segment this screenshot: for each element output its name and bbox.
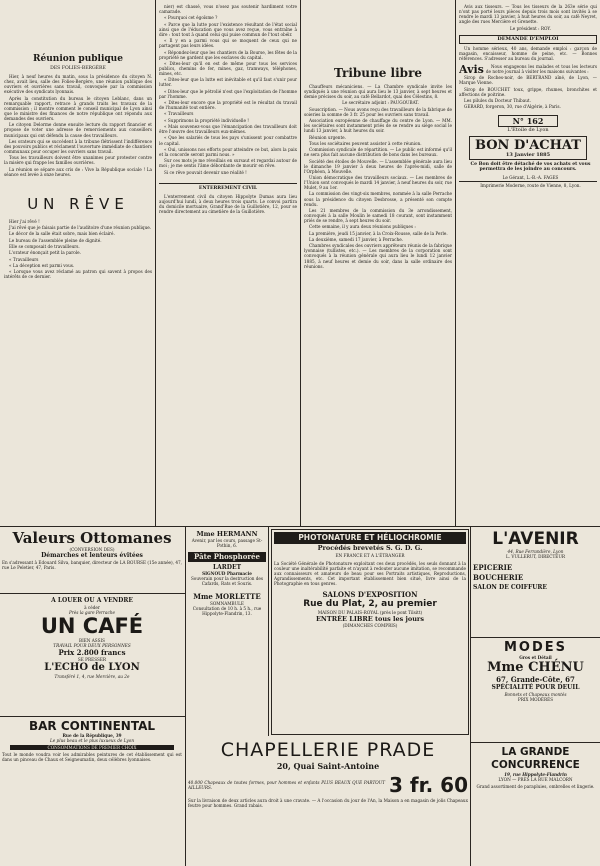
paragraph: « Dites-leur que le pétrolié n'est que l'exploitation de l'homme par l'homme. (159, 88, 297, 99)
ad-line: SALONS D'EXPOSITION (322, 590, 418, 599)
imprint: Imprimerie Moderne, route de Vienne, 8, Lyon. (459, 181, 597, 188)
paragraph: Tous les sociétaires peuvent assister à cette réunion. (309, 140, 422, 146)
paragraph: Un homme sérieux, 40 ans, demande emploi : garçon de magasin, encaisseur, homme de peine, etc. — Bonnes références. S'adresser au bureau du journal. (459, 45, 597, 61)
paragraph: La première, jeudi 15 janvier, à la Croix-Rousse, salle de la Perle. (309, 230, 448, 236)
ad-concurrence (473, 746, 598, 864)
paragraph: Hier, à neuf heures du matin, sous la présidence du citoyen N. chez, avait lieu, salle des Folies-Bergère, une réunion publique des ouvriers et ouvrières sans travail, convoquée par la commission exécutive des syndicats lyonnais. (4, 74, 152, 95)
ad-price: Prix 2.800 francs (58, 648, 126, 657)
ad-line: SIGNOUD Pharmacie (202, 571, 252, 576)
column-rule (455, 0, 456, 526)
paragraph: L'enterrement civil du citoyen Hippolyte Dumas aura lieu aujourd'hui lundi, à deux heures trois quarts. Le convoi partira du domicile mortuaire, Grand'Rue de la Guillotière, 12, pour se rendre directement au cimetière de la Guillotière. (159, 193, 297, 214)
ad-line: TRAVAIL POUR DEUX PERSONNES (53, 643, 131, 648)
paragraph: Réunion urgente. (309, 134, 346, 140)
column-2 (159, 4, 297, 524)
ad-line: Rue du Plat, 2, au premier (303, 599, 437, 609)
paragraph: Hier j'ai rêvé ! (9, 218, 40, 224)
paragraph: « Dites-leur qu'il en est de même pour tous les services publics, chemins de fer, mines, gaz, tramways, téléphones, mines, etc. (159, 60, 297, 77)
label: L'Etoile de Lyon (507, 127, 549, 134)
column-title: Tribune libre (333, 66, 423, 80)
paragraph: « Dites-leur que la lutte est inévitable et qu'il faut s'unir pour lutter. (159, 77, 297, 88)
column-rule (470, 526, 471, 866)
coupon-note: Ce Bon doit être détaché de vos achats et vous permettra de les joindre au concours. (470, 161, 591, 172)
column-3 (304, 4, 452, 524)
paragraph: « Mais souvenez-vous que l'émancipation des travailleurs doit être l'œuvre des travailleurs eux-mêmes. (159, 124, 297, 135)
section-rule (470, 742, 600, 743)
paragraph: « Oui, unissons nos efforts pour atteindre ce but, alors la paix et la concorde seront parmi nous. » (159, 146, 297, 157)
section-rule (0, 716, 185, 717)
ad-line: EPICERIE (473, 563, 513, 572)
ad-text: 40.000 Chapeaux de toutes formes, pour hommes et enfants PLUS BEAUX QUE PARTOUT AILLEURS. (188, 780, 386, 790)
ad-title: MODES (503, 640, 568, 655)
paragraph: « Dites-leur encore que la propriété est le résultat du travail de l'humanité tout entière. (159, 100, 297, 111)
ad-title: Valeurs Ottomanes (12, 530, 172, 547)
paragraph: « La déception est parmi vous. (9, 262, 75, 268)
number-box: N° 162 (498, 115, 558, 127)
ad-line: CONSOMMATIONS DE PREMIER CHOIX (10, 745, 174, 750)
list-item: Les pilules du Docteur Thibaut. (464, 98, 531, 104)
list-item: Sirop de BOUCHET toux, grippe, rhumes, bronchites et affections de poitrine. (459, 86, 597, 97)
paragraph: « Que les salariés de tous les pays s'unissent pour combattre le capital. (159, 135, 297, 146)
ad-line: 67, Grande-Côte, 67 (496, 675, 575, 684)
signature: Le secrétaire adjoint : PAUGOUBAT. (342, 100, 419, 106)
ad-title: L'AVENIR (492, 530, 579, 549)
ad-line: Près la gare Perrache (68, 610, 116, 615)
paragraph: Chauffeurs mécaniciens. — La Chambre syndicale invite les syndiqués à une réunion qui aura lieu le 13 janvier, à sept heures et demie précises du soir, au café Bellardot, quai des Célestins, 8. (304, 84, 452, 100)
paragraph: Le bureau de l'assemblée pleine de dignité. (9, 237, 102, 243)
paragraph: nier) est chassé, vous n'osez pas soutenir hardiment votre camarade. (159, 4, 297, 15)
paragraph: « Lorsque vous avez réclamé au patron qui savent à propos des intérêts de ce dernier. (4, 269, 152, 280)
paragraph: Cette semaine, il y aura deux réunions publiques : (309, 224, 416, 230)
ad-title: CHAPELLERIE PRADE (220, 739, 436, 761)
section-rule (470, 637, 600, 638)
ad-bar (2, 719, 182, 864)
ad-line: BOUCHERIE (473, 573, 524, 582)
ad-small-column (188, 530, 266, 730)
paragraph: Sur ces mots je me réveillais en sursaut et regardai autour de moi ; je me sentis l'âme débordante de mourir en rêve. (159, 158, 297, 169)
column-rule (268, 526, 269, 736)
ad-line: L'ECHO de LYON (44, 662, 140, 673)
paragraph: Le décor de la salle était sobre, mais bien éclairé. (9, 231, 115, 237)
ad-line: à céder (84, 605, 100, 610)
ad-line: 19, rue Hippolyte-Flandrin (504, 772, 567, 777)
ad-text: Avenir, par les cours, passage St-Pothin, 6. (191, 538, 263, 548)
paragraph: La commission des vingt-six membres, nommée à la salle Perrache sous la présidence du citoyen Desbrosse, a présenté son compte rendu. (304, 191, 452, 207)
gerant: Le Gérant, L.-B.-A. FAGES (502, 174, 559, 180)
ad-valeurs (2, 530, 182, 590)
list-item: GERARD, forgeron, 30, rue d'Algérie, à Paris. (464, 104, 561, 110)
ad-line: EN FRANCE ET A L'ÉTRANGER (335, 553, 405, 558)
ad-line: ENTRÉE LIBRE tous les jours (315, 615, 425, 623)
column-subtitle: DES FOLIES-BERGÈRE (50, 66, 106, 71)
ad-photonature (271, 529, 469, 735)
ad-title: BAR CONTINENTAL (28, 719, 156, 733)
paragraph: « Répondez-leur que les chantiers de la Bourse, les fêtes de la propriété ne gardent que les esclaves du capital. (159, 49, 297, 60)
paragraph: « Il y en a parmi vous qui se moquent de ceux qui ne partagent pas leurs idées. (159, 38, 297, 49)
ad-avenir (473, 530, 598, 635)
ad-title: Mme MORLETTE (193, 592, 261, 601)
paragraph: Tous les travailleurs doivent être unanimes pour protester contre la misère qui frappe les familles ouvrières. (4, 155, 152, 166)
ad-line: Bonnets et Chapeaux montés (504, 692, 567, 697)
ad-cafe (2, 597, 182, 713)
list-item: Sirop de Roches-noir, de BERTRAND aîné, de Lyon, — Marque Vienne. (459, 75, 597, 86)
paragraph: Après la constitution du bureau le citoyen Leblanc, dans un remarquable rapport, retrace à grands traits les travaux de la commission ; il montre comment le conseil municipal de Lyon ainsi que le ministre des finances de notre république ont répondu aux demandes des ouvriers. (4, 95, 152, 122)
paragraph: « Travailleurs (164, 111, 194, 117)
ad-text: Grand assortiment de parapluies, ombrelles et lingerie. (476, 784, 595, 789)
signature: Le président : ROY. (510, 25, 551, 31)
paragraph: Souscription. — Nous avons reçu des travailleurs de la fabrique de soieries la somme de 3 fr. 25 pour les ouvriers sans travail. (304, 106, 452, 117)
paragraph: Avis aux tisseurs. — Tous les tisseurs de la 263e série qui n'ont pas porté leurs pièces depuis trois mois sont invités à se rendre le mardi 13 janvier, à huit heures du soir, au café Neyret, angle des rues Mercière et Grenette. (459, 4, 597, 25)
paragraph: Si ce rêve pouvait devenir une réalité ! (164, 169, 247, 175)
ad-line: PRIX MODÉRÉS (517, 697, 554, 702)
coupon-date: 13 Janvier 1885 (505, 151, 551, 158)
column-title: Réunion publique (33, 54, 123, 64)
section-title: DEMANDE D'EMPLOI (459, 35, 597, 44)
paragraph: « Travailleurs (9, 256, 39, 262)
ad-title: PHOTONATURE ET HÉLIOCHROMIE (274, 532, 466, 544)
column-1 (4, 4, 152, 524)
ad-line: L. VULLERUT, DIRECTEUR (505, 554, 566, 559)
ad-modes (473, 640, 598, 740)
ad-line: Rue de la République, 39 (62, 733, 122, 738)
ad-text: Souverain pour la destruction des Cafards, Rats et Souris. (190, 576, 264, 586)
ad-title: Mme HERMANN (196, 530, 258, 538)
ad-title: Pâte Phosphorée (188, 552, 266, 562)
ad-subtitle: (CONVERSION DES) (69, 547, 115, 552)
section-title: Avis (459, 62, 484, 76)
ad-title: Mme CHÉNU (487, 660, 584, 675)
ad-line: SE PRESSER (77, 657, 107, 662)
ad-line: LYON — PRÈS LA RUE MALCORN (498, 777, 573, 782)
paragraph: L'orateur énonçait petit la parole. (9, 250, 81, 256)
paragraph: La deuxième, samedi 17 janvier, à Perrache. (309, 236, 404, 242)
ad-line: Procédés brevetés S. G. D. G. (317, 544, 423, 552)
coupon-title: BON D'ACHAT (475, 137, 581, 153)
paragraph: J'ai rêvé que je faisais partie de l'auditoire d'une réunion publique. (9, 225, 152, 231)
paragraph: Les 21 membres de la commission du 3e arrondissement, convoqués à la salle Moulin le samedi 18 courant, sont instamment priés de se rendre, à sept heures du soir. (304, 207, 452, 224)
ad-line: 44, Rue Ferrandière, Lyon (507, 549, 564, 554)
article-title: ENTERREMENT CIVIL (159, 183, 297, 191)
column-4 (459, 4, 597, 524)
paragraph: Les orateurs qui se succèdent à la tribune flétrissent l'indifférence des pouvoirs publics et réclament l'ouverture immédiate de chantiers communaux pour occuper les ouvriers sans travail. (4, 138, 152, 154)
article-title: UN RÊVE (27, 194, 129, 213)
paragraph: Commission syndicale de répartition. — Le public est informé qu'il ne sera plus fait aucune distribution de bons dans les bureaux. (304, 147, 452, 158)
ad-line: Transféré 1, 4, rue Mercière, au 2e (54, 674, 130, 679)
ad-line: SPÉCIALITÉ POUR DEUIL (491, 684, 580, 691)
paragraph: La réunion se sépare aux cris de : Vive la République sociale ! La séance est levée à onze heures. (4, 166, 152, 177)
ad-price: 3 fr. 60 (389, 773, 468, 797)
ad-line: (DIMANCHES COMPRIS) (342, 623, 398, 628)
column-rule (300, 0, 301, 526)
ad-text: Sur la livraison de deux articles aura droit à une cravate. — A l'occasion du jour de l'An, la Maison a en magasin de jolis Chapeaux feutre pour hommes. Grand rabais. (188, 798, 468, 808)
ad-chapellerie (188, 739, 468, 864)
ad-line: Gros et Détail (519, 655, 552, 660)
ad-text: Consultation de 10 h. à 5 h., rue Hippolyte-Flandrin, 13. (192, 606, 262, 616)
section-rule (0, 526, 600, 527)
ad-title: LA GRANDE CONCURRENCE (491, 746, 580, 771)
ad-line: MAISON DU PALAIS-ROYAL (près le pont Tilsitt) (317, 610, 423, 615)
ad-text: En s'adressant à Edouard Silva, banquier, directeur de LA BOURSE (15e année), 47, rue Le Peletier, 47, Paris. (2, 560, 182, 570)
ad-text: La Société Générale de Photonature exploitant ces deux procédés, les seuls donnant à la couleur une inaltérabilité parfaite et n'ayant à redouter aucune imitation, se recommande aux connaisseurs et amateurs de beau pour ses Portraits artistiques, Reproductions, Agrandissements, etc. Cet important établissement bien situé, livre ainsi de la Photographie en tous genres. (274, 561, 466, 586)
paragraph: « Supprimons la propriété individuelle ! (164, 117, 249, 123)
section-rule (0, 593, 185, 594)
paragraph: Association européenne de chauffage du centre de Lyon. — MM. les sociétaires sont instamment priés de se rendre au siège social le lundi 13 janvier, à huit heures du soir. (304, 118, 452, 134)
ad-line: BIEN ASSIS (79, 638, 105, 643)
column-rule (185, 526, 186, 866)
ad-text: Tout le monde voudra voir les admirables peintures de cet établissement qui est dans un pinceau de Chaux et Seigneumatin, deux célèbres lyonnaises. (2, 752, 182, 762)
ad-line: LARDET (212, 564, 242, 571)
ad-title: UN CAFÉ (40, 614, 144, 638)
ad-line: 20, Quai Saint-Antoine (276, 761, 380, 771)
paragraph: Nous engageons les malades et tous les lecteurs de notre journal à visiter les maisons suivantes : (485, 63, 597, 75)
paragraph: Société des étoiles de Mouvelle. — L'assemblée générale aura lieu le dimanche 19 janvier à deux heures de l'après-midi, salle de l'Orphéon, à Mouvelle. (304, 158, 452, 174)
paragraph: Le citoyen Delorme donne ensuite lecture du rapport financier et propose de voter une adresse de remerciements aux conseillers municipaux qui ont défendu la cause des travailleurs. (4, 122, 152, 138)
paragraph: Union démocratique des travailleurs sociaux. — Les membres de l'Union sont convoqués le mardi 14 janvier, à neuf heures du soir, rue Mulet, 9 au 1er. (304, 175, 452, 191)
paragraph: « Parce que la lutte pour l'existence résultant de l'état social ainsi que de l'éducation que vous avez reçue, vous entraîne à dire : tout tout à quand celui qui puise commun de l'tout obéir. (159, 21, 297, 37)
ad-line: Le plus beau et le plus luxueux de Lyon (49, 738, 135, 743)
column-rule (155, 0, 156, 526)
paragraph: Chambres syndicales des ouvriers apprêteurs réunis de la fabrique lyonnaise (tullistes, etc.). — Les membres de la corporation sont convoqués à la réunion générale qui aura lieu le lundi 12 janvier 1885, à neuf heures et demie du soir, dans la salle ordinaire des réunions. (304, 243, 452, 269)
ad-line: SOMNAMBULE (209, 601, 244, 606)
ad-line: A LOUER OU A VENDRE (51, 597, 133, 604)
ad-line: SALON DE COIFFURE (473, 584, 547, 591)
paragraph: « Pourquoi cet égoïsme ? (164, 15, 218, 21)
ad-line: Démarches et lenteurs évitées (41, 552, 143, 559)
paragraph: Elle se composait de travailleurs. (9, 243, 80, 249)
